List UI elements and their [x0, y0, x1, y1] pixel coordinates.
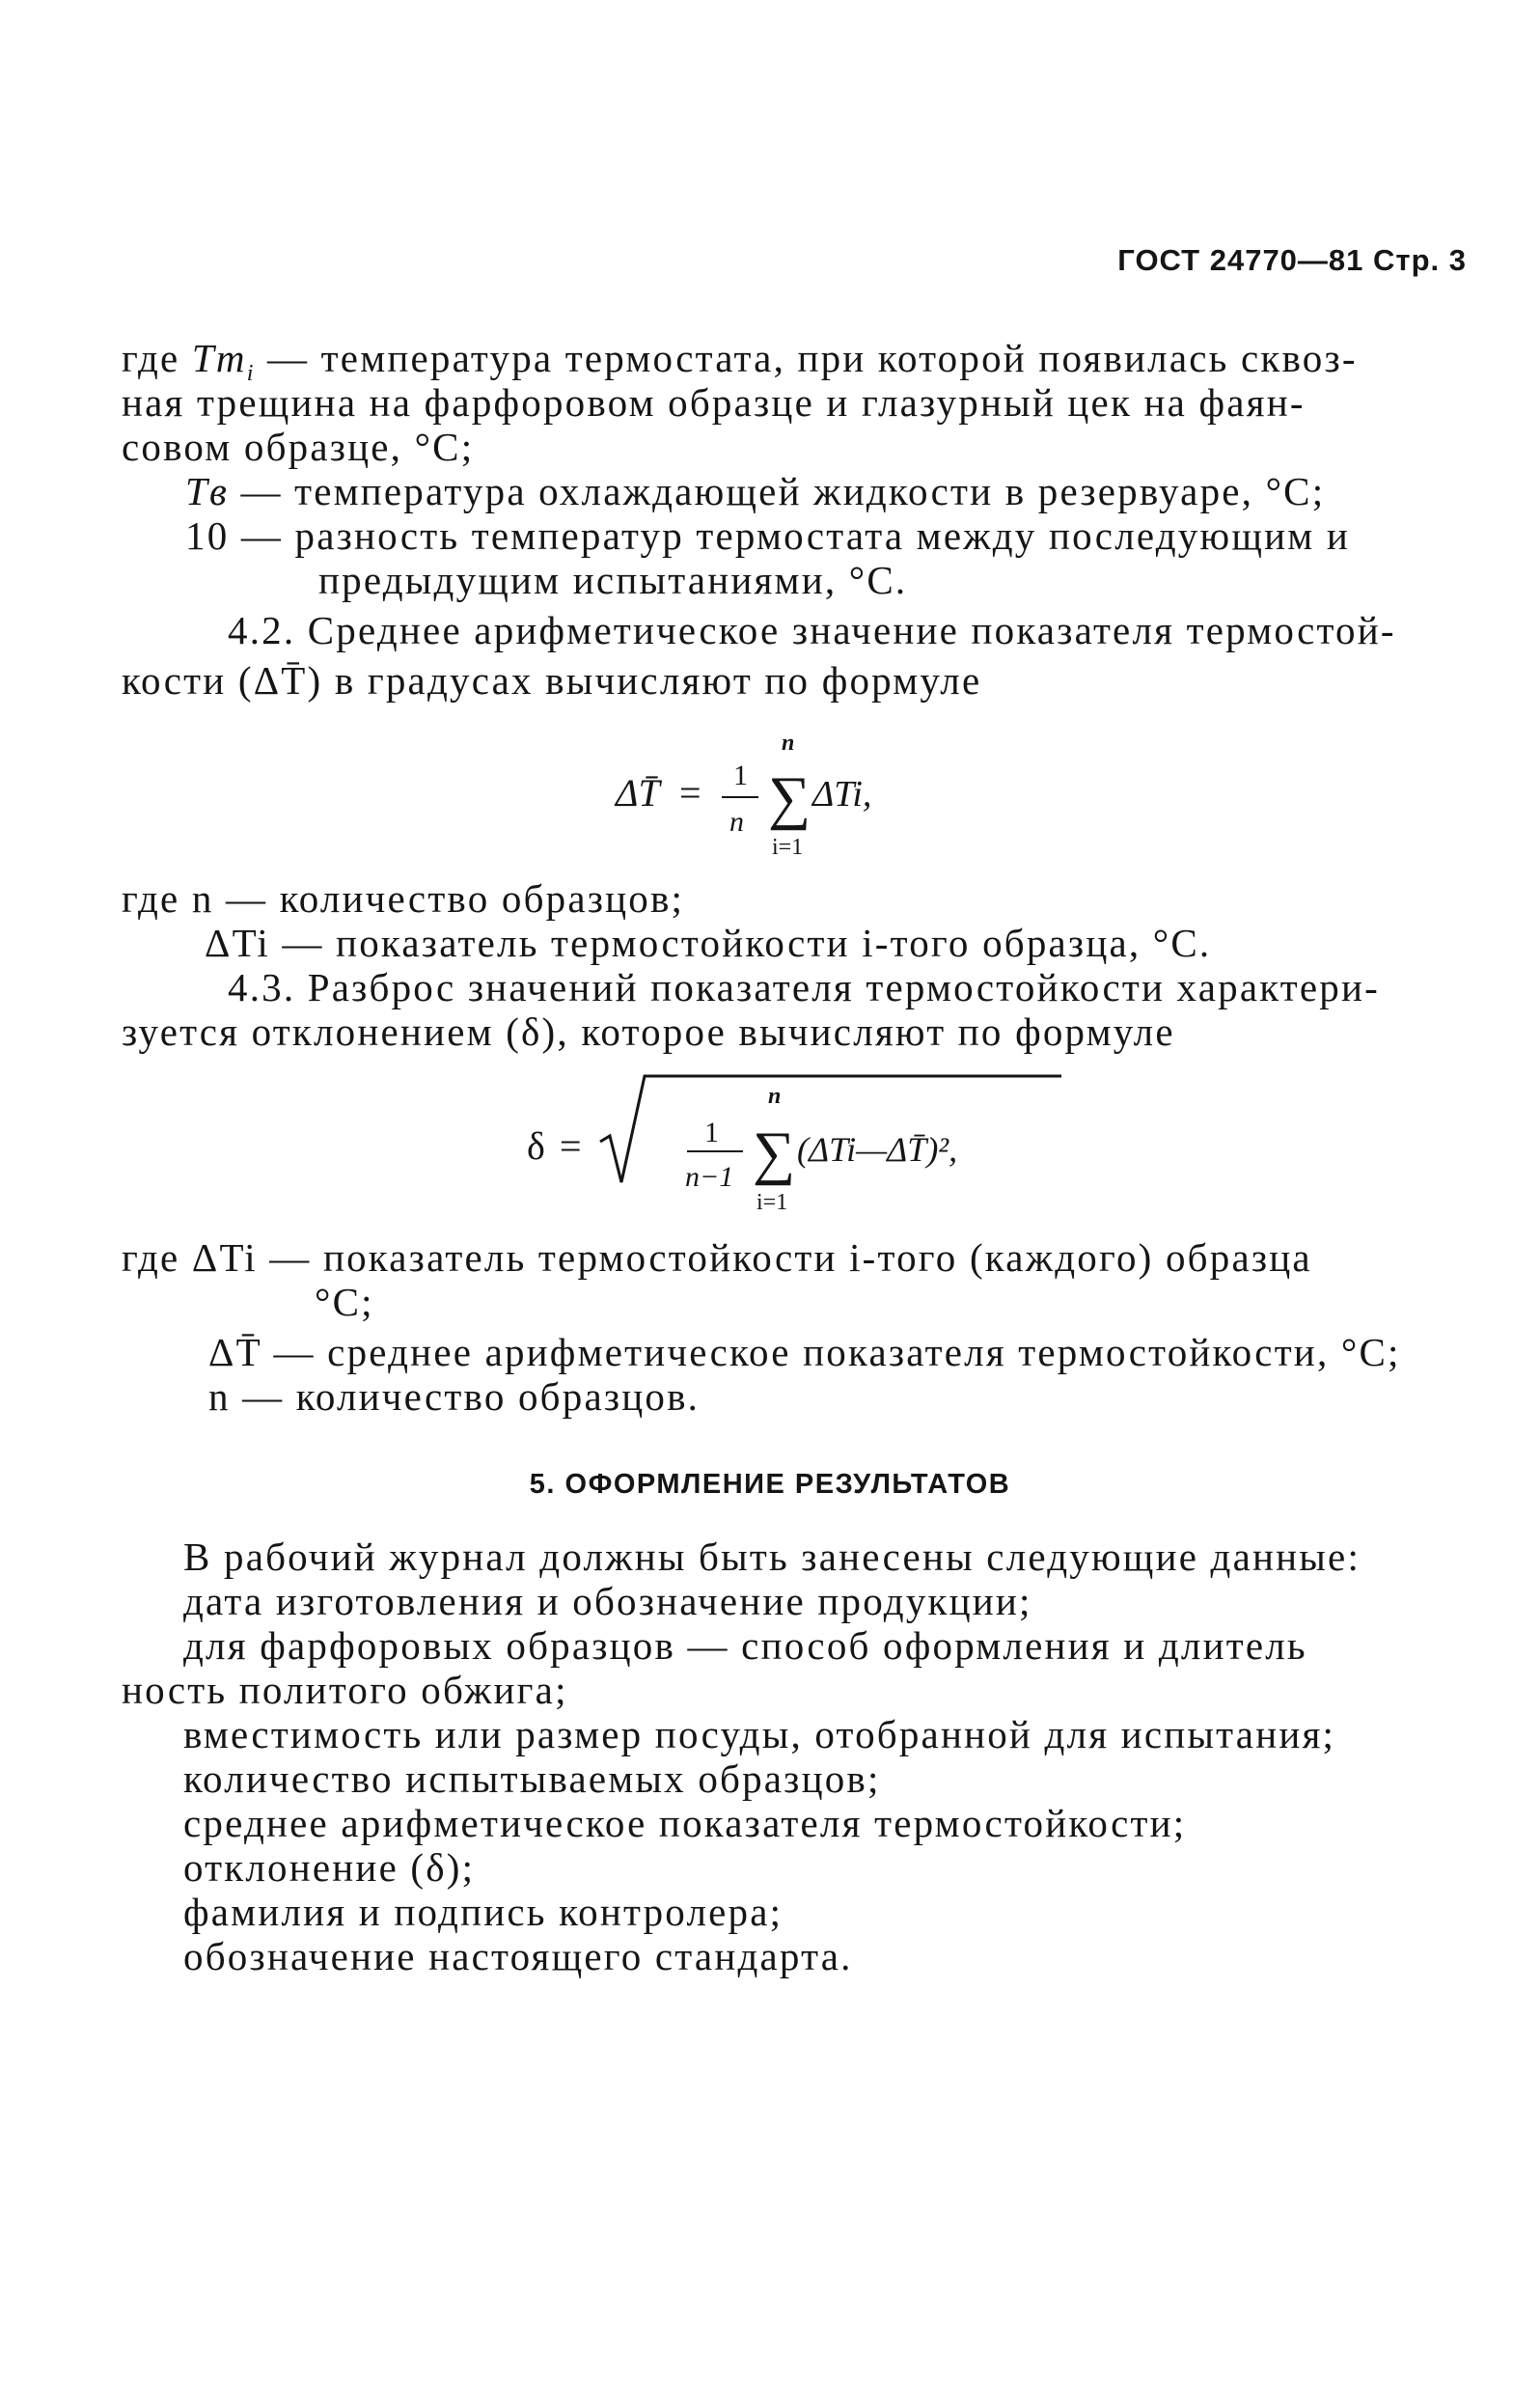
definition-line: предыдущим испытаниями, °С. [318, 558, 908, 602]
definition-prefix: где [122, 336, 192, 380]
clause-4-3-line1: 4.3. Разброс значений показателя термостойкости характери- [228, 965, 1381, 1009]
list-item: среднее арифметическое показателя термостойкости; [183, 1801, 1187, 1845]
definition-line: ΔT̄ — среднее арифметическое показателя термостойкости, °С; [208, 1330, 1401, 1374]
definition-line: °С; [315, 1280, 374, 1324]
section-intro: В рабочий журнал должны быть занесены следующие данные: [183, 1534, 1361, 1579]
symbol-subscript: i [246, 361, 256, 387]
list-item: обозначение настоящего стандарта. [183, 1934, 853, 1978]
sum-sign: ∑ [768, 765, 811, 831]
definition-line: n — количество образцов. [208, 1374, 701, 1419]
list-item: для фарфоровых образцов — способ оформления и длитель [183, 1623, 1307, 1668]
definition-line: совом образце, °С; [122, 425, 475, 469]
definition-line: ΔTi — показатель термостойкости i-того образца, °С. [205, 921, 1212, 965]
formula-term: ΔTi, [812, 774, 872, 815]
list-item: фамилия и подпись контролера; [183, 1890, 784, 1934]
formula-mean [598, 729, 926, 873]
clause-4-2-line2: кости (ΔT̄) в градусах вычисляют по формуле [122, 658, 982, 703]
definition-text: — температура термостата, при которой появилась сквоз- [255, 336, 1358, 380]
definition-line: где n — количество образцов; [122, 876, 685, 921]
formula-deviation [521, 1066, 1119, 1230]
definition-line: где ΔTi — показатель термостойкости i-того (каждого) образца [122, 1235, 1312, 1280]
formula-numerator: 1 [733, 760, 748, 791]
formula-numerator: 1 [704, 1117, 719, 1148]
symbol-ten: 10 [185, 513, 230, 558]
definition-line: ная трещина на фарфоровом образце и глазурный цек на фаян- [122, 380, 1306, 425]
formula-eq: = [560, 1124, 582, 1168]
formula-term: (ΔTi—ΔT̄)², [797, 1130, 958, 1169]
definition-line [185, 513, 1350, 558]
formula-lhs: ΔT̄ [616, 771, 660, 815]
clause-4-2-line1: 4.2. Среднее арифметическое значение показателя термостой- [228, 608, 1396, 652]
list-item: ность политого обжига; [122, 1668, 568, 1712]
sum-lower-limit: i=1 [772, 835, 804, 860]
definition-text: — разность температур термостата между последующим и [229, 513, 1350, 558]
symbol-t-liquid: Tв [185, 469, 229, 513]
section-title: 5. ОФОРМЛЕНИЕ РЕЗУЛЬТАТОВ [529, 1469, 1011, 1500]
clause-4-3-line2: зуется отклонением (δ), которое вычисляют по формуле [122, 1009, 1175, 1054]
running-header: ГОСТ 24770—81 Стр. 3 [1117, 243, 1467, 277]
sum-lower-limit: i=1 [756, 1190, 788, 1215]
list-item: вместимость или размер посуды, отобранной для испытания; [183, 1712, 1336, 1756]
list-item: дата изготовления и обозначение продукции; [183, 1579, 1032, 1623]
formula-lhs: δ [527, 1124, 545, 1168]
formula-eq: = [679, 771, 701, 815]
list-item: количество испытываемых образцов; [183, 1756, 881, 1801]
definition-line [185, 469, 1325, 513]
sum-upper-limit: n [768, 1084, 782, 1109]
list-item: отклонение (δ); [183, 1845, 476, 1890]
formula-denominator: n [729, 806, 744, 838]
definition-text: — температура охлаждающей жидкости в резервуаре, °С; [229, 469, 1326, 513]
formula-denominator: n−1 [685, 1161, 734, 1193]
sum-upper-limit: n [782, 731, 795, 756]
symbol-t-thermostat: Tт [191, 336, 247, 380]
sum-sign: ∑ [753, 1120, 796, 1186]
